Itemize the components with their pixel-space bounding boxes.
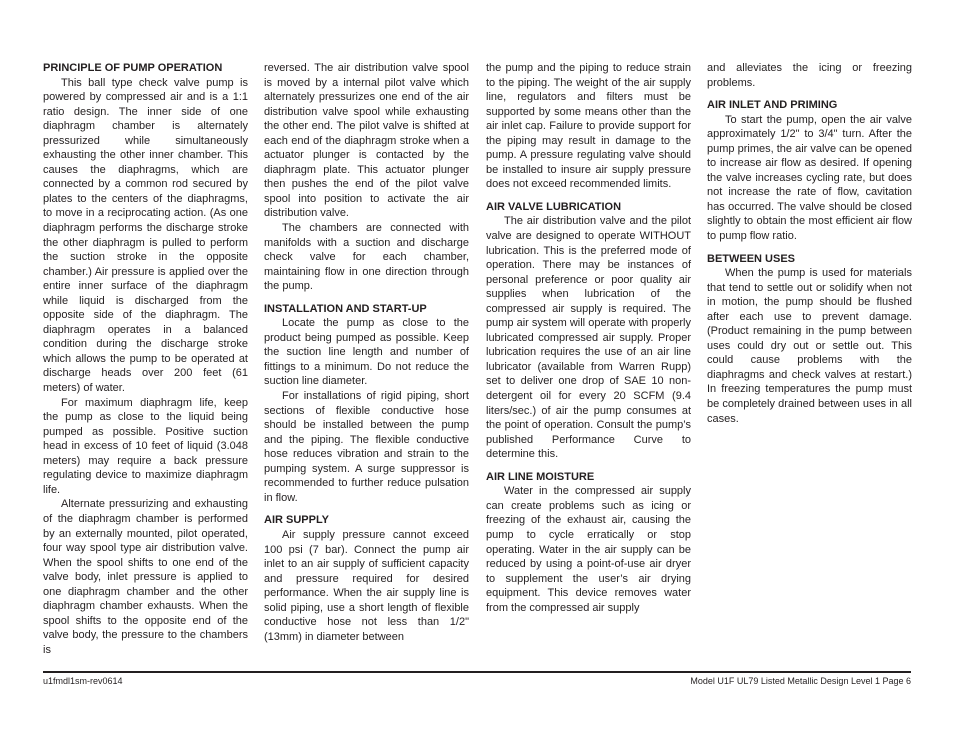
footer-document-code: u1fmdl1sm-rev0614 — [43, 676, 123, 686]
paragraph: Alternate pressurizing and exhausting of the diaphragm chamber is performed by an externally mounted, pilot operated, four way spool type air distribution valve. When the spool shifts to one end of the valve body, inlet pressure is applied to one diaphragm chamber and the other diaphragm chamber exhausts. When the spool shifts to the opposite end of the valve body, the pressure to the chambers is — [43, 498, 248, 656]
column-1 — [43, 61, 248, 657]
paragraph: To start the pump, open the air valve approximately 1/2" to 3/4" turn. After the pump primes, the air valve can be opened to increase air flow as desired. If opening the valve increases cycling rate, but does not increase the rate of flow, cavitation has occurred. The valve should be closed slightly to obtain the most efficient air flow to pump flow ratio. — [707, 113, 912, 243]
paragraph: The chambers are connected with manifolds with a suction and discharge check valve for each chamber, maintaining flow in one direction through the pump. — [264, 222, 469, 293]
heading-air-valve-lubrication: AIR VALVE LUBRICATION — [486, 200, 622, 213]
column-4 — [707, 61, 912, 426]
paragraph: the pump and the piping to reduce strain to the piping. The weight of the air supply line, regulators and filters must be supported by some means other than the air inlet cap. Failure to provide support for the piping may result in damage to the pump. A pressure regulating valve should be installed to insure air supply pressure does not exceed recommended limits. — [486, 62, 691, 191]
heading-installation-and-start-up: INSTALLATION AND START-UP — [264, 302, 427, 315]
column-3 — [486, 61, 691, 615]
heading-principle-of-pump-operation: PRINCIPLE OF PUMP OPERATION — [43, 62, 223, 74]
heading-between-uses: BETWEEN USES — [707, 252, 796, 265]
heading-air-supply: AIR SUPPLY — [264, 514, 330, 527]
paragraph: and alleviates the icing or freezing problems. — [707, 62, 912, 89]
heading-air-inlet-and-priming: AIR INLET AND PRIMING — [707, 99, 838, 112]
footer-model-page: Model U1F UL79 Listed Metallic Design Level 1 Page 6 — [690, 676, 911, 686]
paragraph: Water in the compressed air supply can create problems such as icing or freezing of the exhaust air, causing the pump to cycle erratically or stop operating. Water in the air supply can be reduced by using a point-of-use air dryer to supplement the user’s air drying equipment. This device removes water from the compressed air supply — [486, 485, 691, 614]
paragraph: Locate the pump as close to the product being pumped as possible. Keep the suction line length and number of fittings to a minimum. Do not reduce the suction line diameter. — [264, 317, 469, 388]
paragraph: reversed. The air distribution valve spool is moved by a internal pilot valve which alternately pressurizes one end of the air distribution valve spool while exhausting the other end. The pilot valve is shifted at each end of the diaphragm stroke when a actuator plunger is contacted by the diaphragm plate. This actuator plunger then pushes the end of the pilot valve spool into position to activate the air distribution valve. — [264, 62, 469, 220]
footer-rule — [43, 671, 911, 673]
paragraph: When the pump is used for materials that tend to settle out or solidify when not in motion, the pump should be flushed after each use to prevent damage. (Product remaining in the pump between uses could dry out or settle out. This could cause problems with the diaphragms and check valves at restart.) In freezing temperatures the pump must be completely drained between uses in all cases. — [707, 267, 912, 425]
paragraph: This ball type check valve pump is powered by compressed air and is a 1:1 ratio design. The inner side of one diaphragm chamber is alternately pressurized while simultaneously exhausting the other inner chamber. This causes the diaphragms, which are connected by a common rod secured by plates to the centers of the diaphragms, to move in a reciprocating action. (As one diaphragm performs the discharge stroke the other diaphragm is pulled to perform the suction stroke in the opposite chamber.) Air pressure is applied over the entire inner surface of the diaphragm while liquid is discharged from the opposite side of the diaphragm. The diaphragm operates in a balanced condition during the discharge stroke which allows the pump to be operated at discharge heads over 200 feet (61 meters) of water. — [43, 76, 248, 395]
paragraph: For maximum diaphragm life, keep the pump as close to the liquid being pumped as possible. Positive suction head in excess of 10 feet of liquid (3.048 meters) may require a back pressure regulating device to maximize diaphragm life. — [43, 396, 248, 496]
paragraph: For installations of rigid piping, short sections of flexible conductive hose should be installed between the pump and the piping. The flexible conductive hose reduces vibration and strain to the pumping system. A surge suppressor is recommended to further reduce pulsation in flow. — [264, 390, 469, 504]
paragraph: The air distribution valve and the pilot valve are designed to operate WITHOUT lubrication. This is the preferred mode of operation. There may be instances of personal preference or poor quality air supplies when lubrication of the compressed air supply is required. The pump air system will operate with properly lubricated compressed air supply. Proper lubrication requires the use of an air line lubricator (available from Warren Rupp) set to deliver one drop of SAE 10 non-detergent oil for every 20 SCFM (9.4 liters/sec.) of air the pump consumes at the point of operation. Consult the pump’s published Performance Curve to determine this. — [486, 215, 691, 461]
heading-air-line-moisture: AIR LINE MOISTURE — [486, 470, 595, 483]
column-2 — [264, 61, 469, 644]
paragraph: Air supply pressure cannot exceed 100 psi (7 bar). Connect the pump air inlet to an air supply of sufficient capacity and pressure required for desired performance. When the air supply line is solid piping, use a short length of flexible conductive hose not less than 1/2" (13mm) in diameter between — [264, 528, 469, 643]
